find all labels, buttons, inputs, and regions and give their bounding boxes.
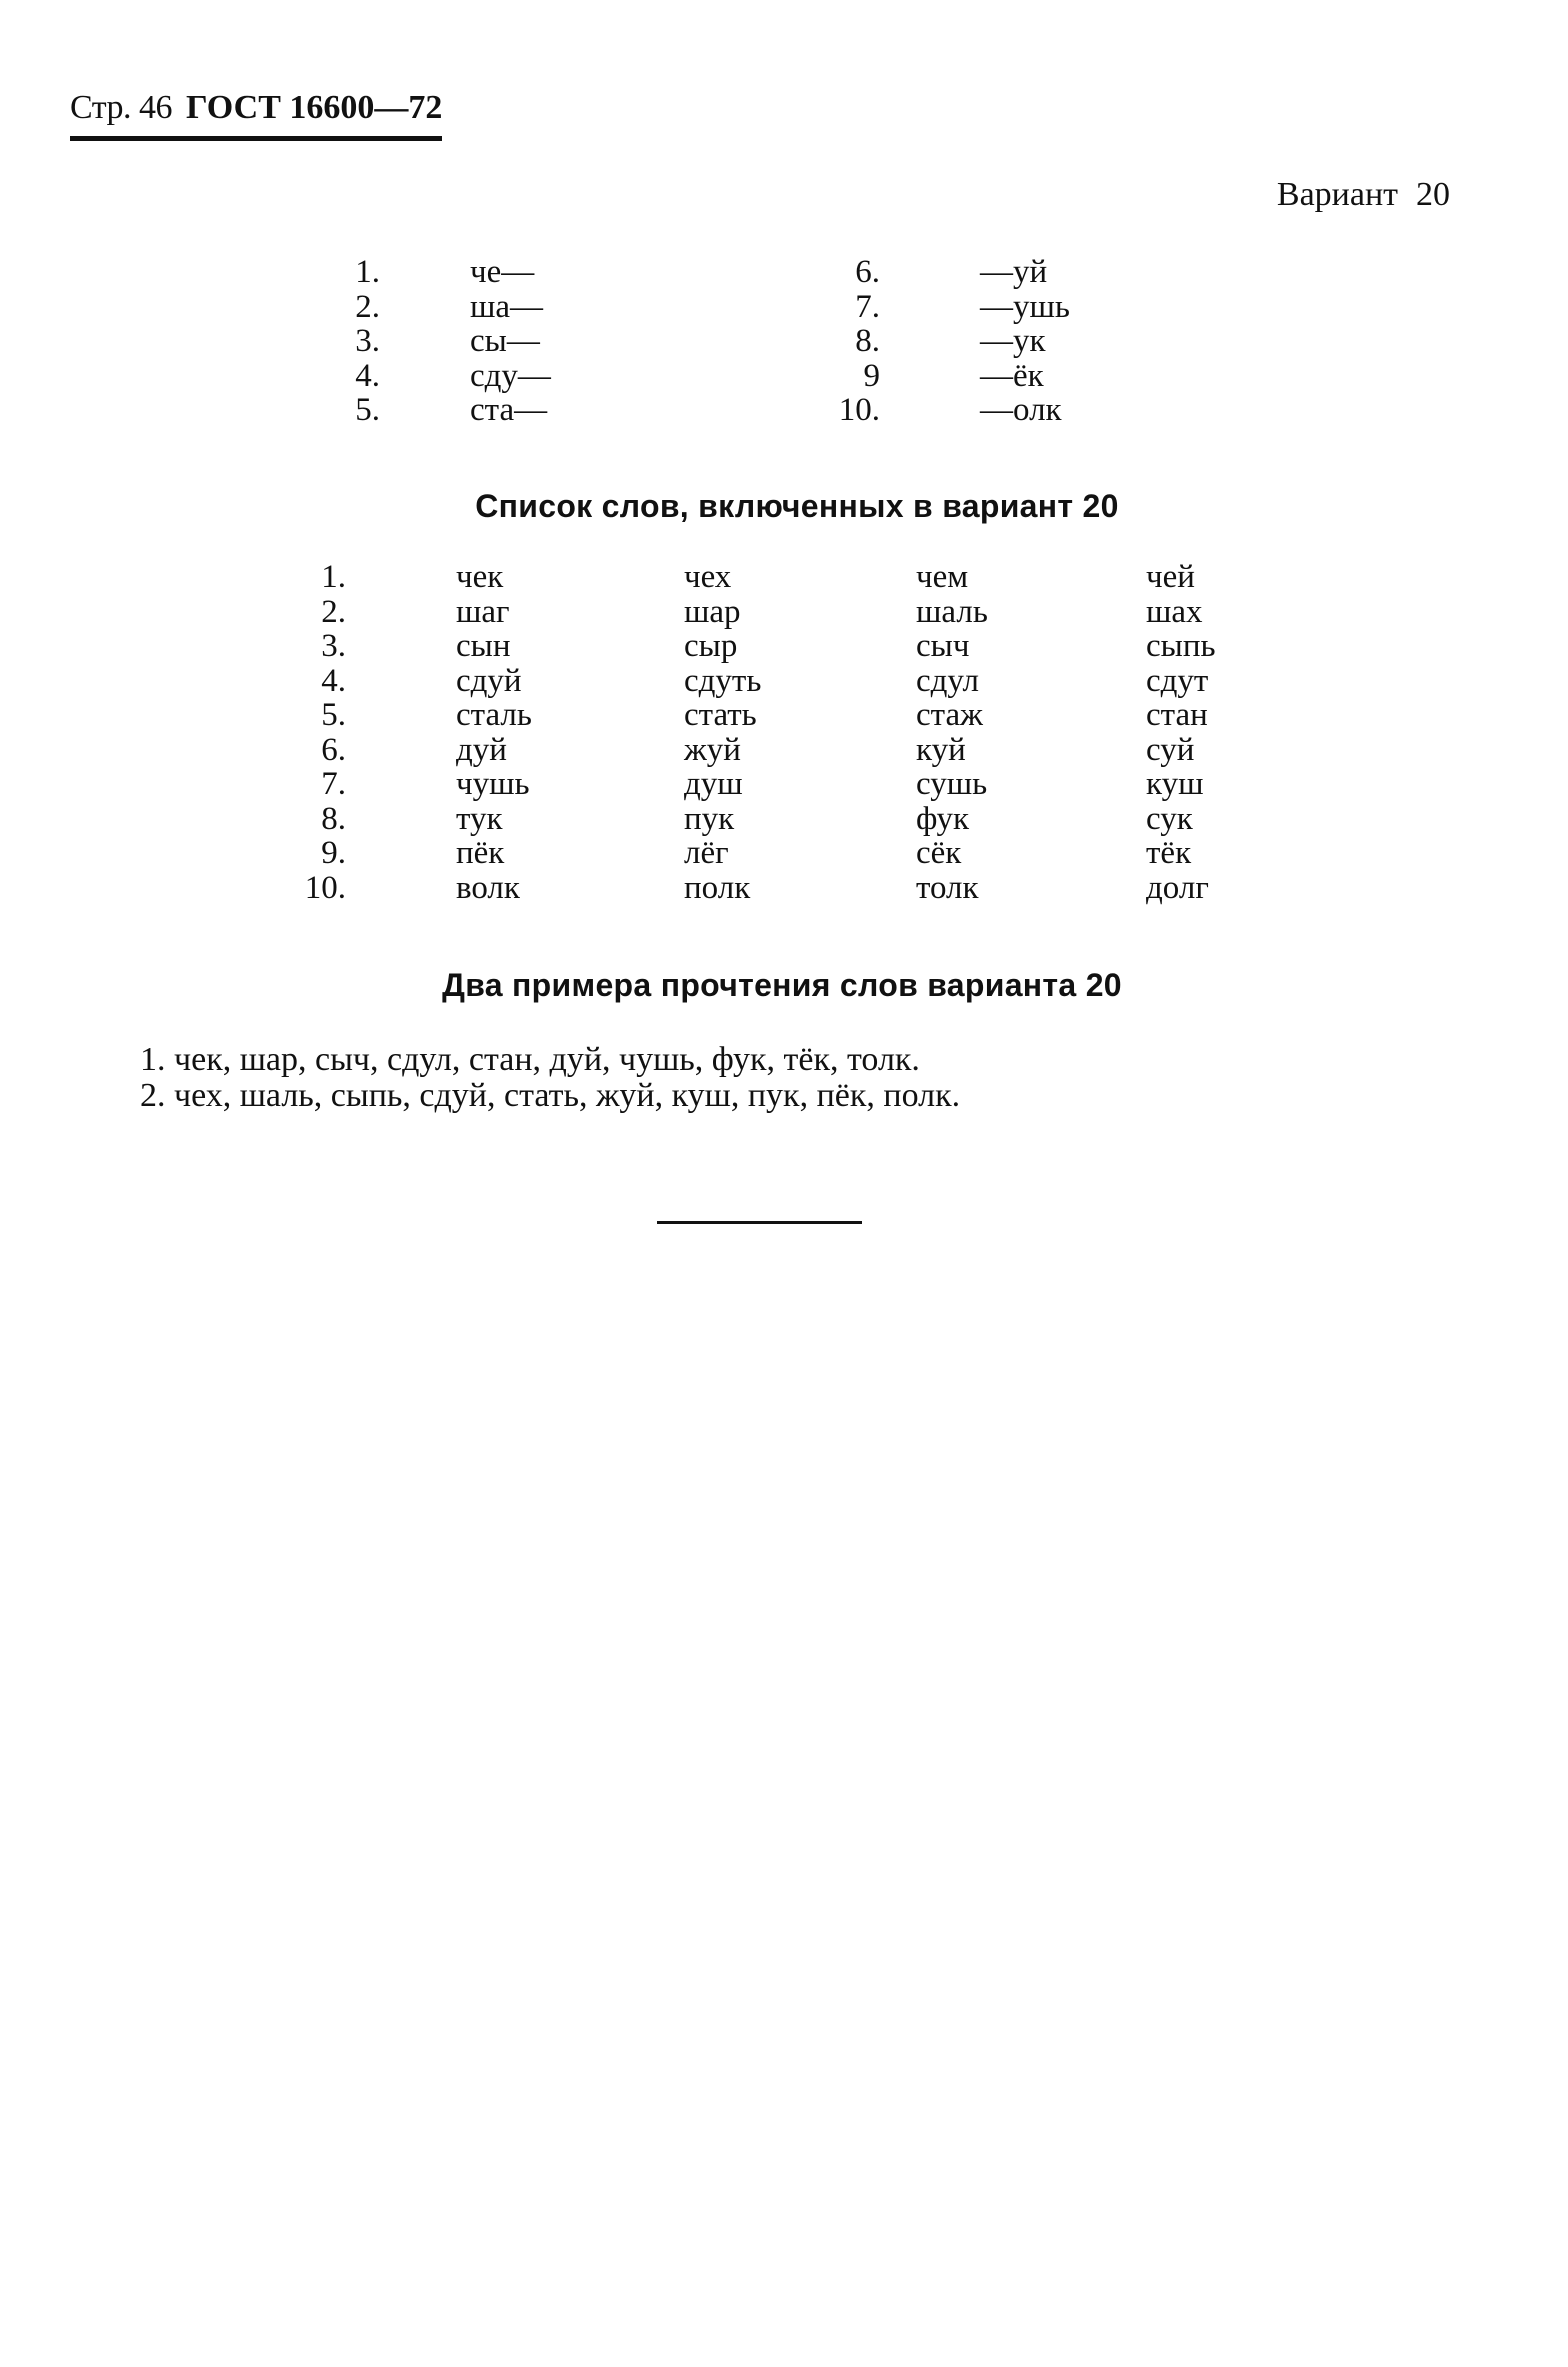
row-number: 6. [855,254,880,290]
row-number: 8. [321,800,346,837]
prefix-table [330,255,1070,428]
word-cell: тук [456,800,503,837]
row-number: 7. [855,288,880,325]
variant-word: Вариант [1276,176,1398,213]
word-cell: чей [1146,559,1195,595]
word-list-title: Список слов, включенных в вариант 20 [475,488,1119,524]
prefix-row [330,393,1070,428]
row-number: 2. [355,288,380,325]
row-number: 8. [855,323,880,359]
word-row [290,733,1246,768]
word-cell: фук [916,800,970,837]
row-number: 6. [321,731,346,768]
examples-title: Два примера прочтения слов варианта 20 [442,967,1122,1003]
row-number: 9 [863,357,880,394]
row-number: 2. [321,593,346,630]
variant-label [1277,175,1450,215]
row-number: 7. [321,766,346,802]
row-number: 1. [321,559,346,595]
word-cell: чек [456,559,504,595]
word-cell: шаг [456,593,510,630]
word-cell: жуй [684,731,741,768]
row-number: 10. [838,392,880,428]
word-cell: пёк [456,835,505,871]
word-fragment: сы— [470,323,540,359]
standard-title: ГОСТ 16600—72 [186,89,443,126]
word-list-table [290,560,1246,905]
word-row [290,664,1246,699]
word-row [290,836,1246,871]
word-cell: суй [1146,731,1195,768]
word-fragment: сду— [470,357,551,394]
word-cell: волк [456,869,520,906]
word-row [290,871,1246,906]
word-cell: стан [1146,697,1208,733]
word-cell: пук [684,800,735,837]
word-cell: дуй [456,731,507,768]
word-cell: душ [684,766,743,802]
row-number: 9. [321,835,346,871]
word-fragment: —уй [980,254,1048,290]
word-cell: стать [684,697,757,733]
page-number: Стр. 46 [70,89,173,126]
word-cell: сдуть [684,662,762,699]
word-cell: сыч [916,628,970,664]
word-cell: сдуй [456,662,522,699]
row-number: 10. [304,869,346,906]
row-number: 4. [321,662,346,699]
row-number: 5. [355,392,380,428]
word-fragment: —олк [980,392,1062,428]
variant-number: 20 [1416,176,1450,213]
word-fragment: ша— [470,288,544,325]
row-number: 3. [321,628,346,664]
word-row [290,595,1246,630]
word-row [290,802,1246,837]
word-cell: сдут [1146,662,1209,699]
word-cell: сук [1146,800,1193,837]
word-cell: сушь [916,766,988,802]
word-fragment: —ёк [980,357,1044,394]
prefix-row [330,290,1070,325]
word-row [290,629,1246,664]
word-cell: полк [684,869,751,906]
word-fragment: че— [470,254,535,290]
word-row [290,767,1246,802]
examples-list [140,1042,960,1114]
word-cell: чушь [456,766,530,802]
word-cell: сталь [456,697,532,733]
word-cell: сыр [684,628,738,664]
word-cell: шах [1146,593,1203,630]
word-row [290,560,1246,595]
word-fragment: —ушь [980,288,1070,325]
row-number: 4. [355,357,380,394]
row-number: 3. [355,323,380,359]
word-cell: тёк [1146,835,1192,871]
word-cell: сдул [916,662,979,699]
word-cell: шар [684,593,741,630]
word-cell: лёг [684,835,729,871]
word-cell: сёк [916,835,962,871]
example-line: 1. чек, шар, сыч, сдул, стан, дуй, чушь, фук, тёк, толк. [140,1041,920,1078]
word-cell: сыпь [1146,628,1216,664]
word-cell: чем [916,559,969,595]
prefix-row [330,255,1070,290]
prefix-row [330,359,1070,394]
page-header [70,88,442,141]
word-cell: куй [916,731,966,768]
word-cell: долг [1146,869,1209,906]
example-line: 2. чех, шаль, сыпь, сдуй, стать, жуй, куш, пук, пёк, полк. [140,1077,961,1114]
word-row [290,698,1246,733]
row-number: 5. [321,697,346,733]
word-cell: толк [916,869,979,906]
prefix-row [330,324,1070,359]
word-cell: куш [1146,766,1204,802]
word-cell: шаль [916,593,988,630]
word-fragment: —ук [980,323,1046,359]
word-cell: сын [456,628,511,664]
closing-rule [657,1221,862,1224]
word-cell: стаж [916,697,983,733]
word-cell: чех [684,559,732,595]
word-fragment: ста— [470,392,548,428]
row-number: 1. [355,254,380,290]
